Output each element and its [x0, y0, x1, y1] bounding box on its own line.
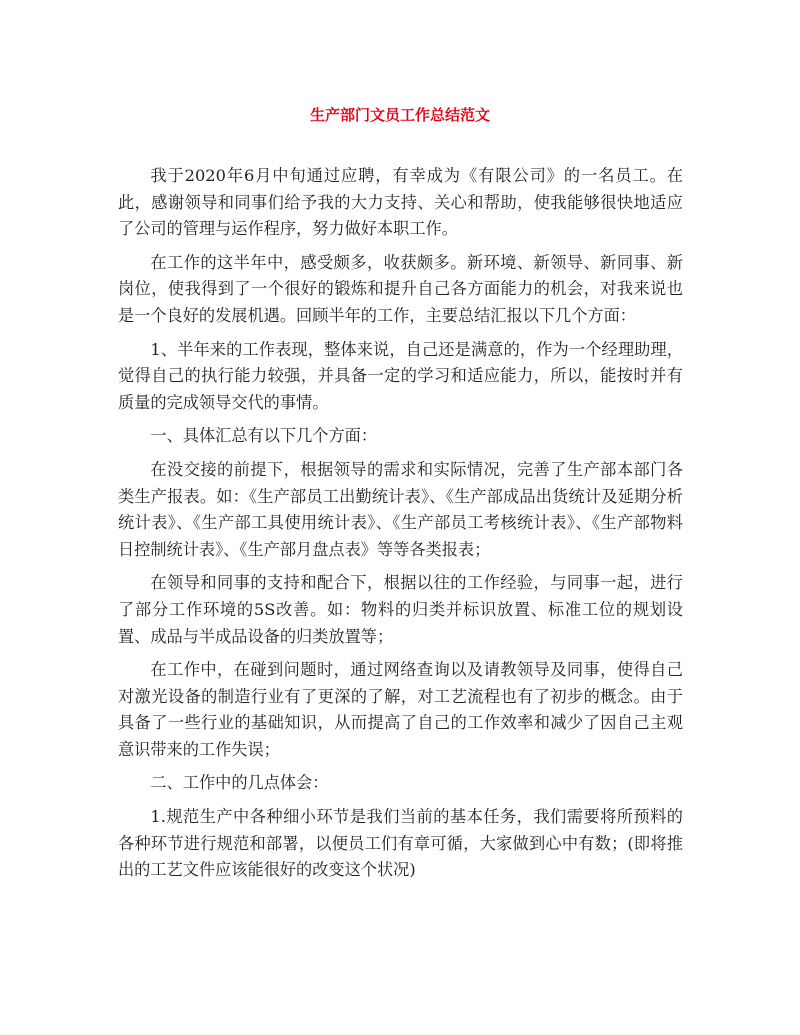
document-body — [118, 163, 683, 891]
paragraph-intro: 我于2020年6月中旬通过应聘，有幸成为《有限公司》的一名员工。在此，感谢领导和同事们给予我的大力支持、关心和帮助，使我能够很快地适应了公司的管理与运作程序，努力做好本职工作。 — [118, 166, 683, 239]
paragraph-learning: 在工作中，在碰到问题时，通过网络查询以及请教领导及同事，使得自己对激光设备的制造行业有了更深的了解，对工艺流程也有了初步的概念。由于具备了一些行业的基础知识，从而提高了自己的工作效率和减少了因自己主观意识带来的工作失误； — [118, 660, 683, 759]
paragraph-overview: 在工作的这半年中，感受颇多，收获颇多。新环境、新领导、新同事、新岗位，使我得到了一个很好的锻炼和提升自己各方面能力的机会，对我来说也是一个良好的发展机遇。回顾半年的工作，主要总结汇报以下几个方面： — [118, 252, 683, 325]
paragraph-reports: 在没交接的前提下，根据领导的需求和实际情况，完善了生产部本部门各类生产报表。如：《生产部员工出勤统计表》、《生产部成品出货统计及延期分析统计表》、《生产部工具使用统计表》、《生产部员工考核统计表》、《生产部物料日控制统计表》、《生产部月盘点表》等等各类报表； — [118, 459, 683, 559]
section-heading-experience: 二、工作中的几点体会： — [150, 773, 329, 793]
document-title: 生产部门文员工作总结范文 — [309, 106, 490, 124]
paragraph-standardization: 1.规范生产中各种细小环节是我们当前的基本任务，我们需要将所预料的各种环节进行规范和部署，以便员工们有章可循，大家做到心中有数；(即将推出的工艺文件应该能很好的改变这个状况) — [118, 807, 683, 880]
paragraph-5s-improvement: 在领导和同事的支持和配合下，根据以往的工作经验，与同事一起，进行了部分工作环境的5S改善。如：物料的归类并标识放置、标准工位的规划设置、成品与半成品设备的归类放置等； — [118, 573, 683, 646]
section-heading-summary: 一、具体汇总有以下几个方面： — [150, 426, 378, 446]
paragraph-performance: 1、半年来的工作表现，整体来说，自己还是满意的，作为一个经理助理，觉得自己的执行能力较强，并具备一定的学习和适应能力，所以，能按时并有质量的完成领导交代的事情。 — [118, 339, 683, 412]
